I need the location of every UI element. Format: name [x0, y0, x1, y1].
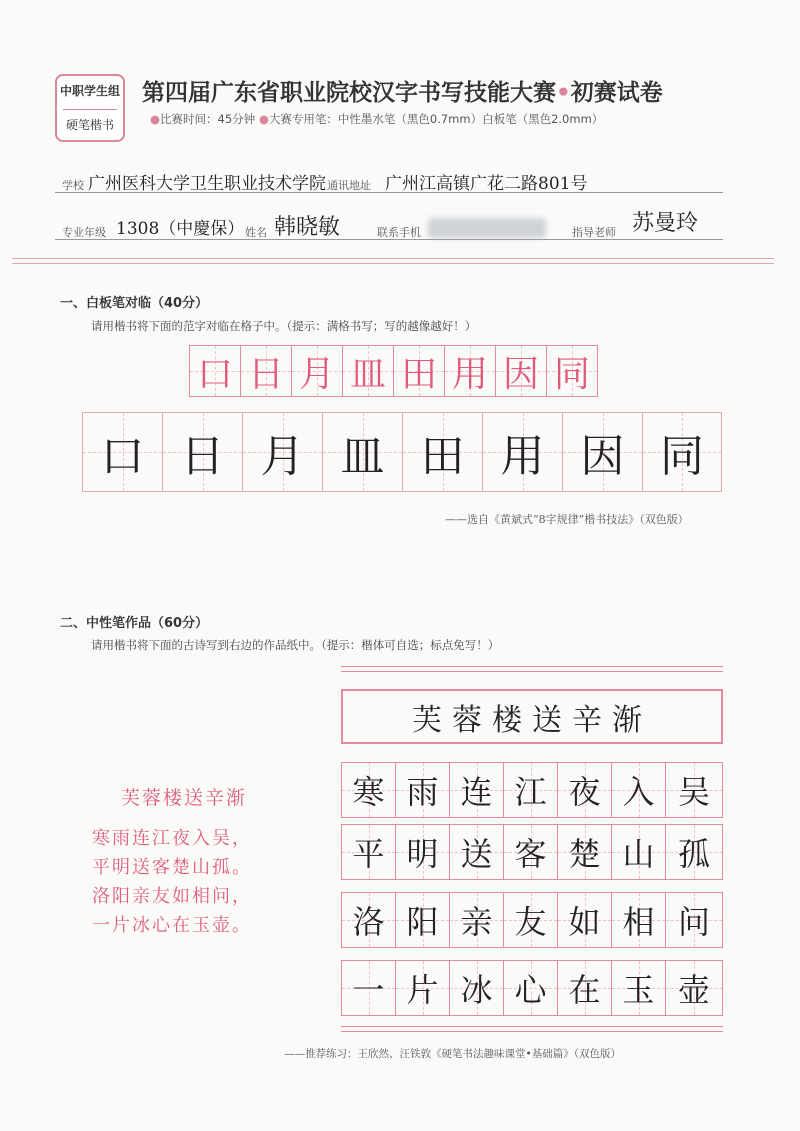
- model-char-cell: 同: [546, 345, 598, 397]
- written-char-cell: 田: [402, 412, 483, 492]
- work-top-border: [341, 671, 723, 672]
- work-char-cell: 玉: [611, 960, 666, 1016]
- section1-instruction: 请用楷书将下面的范字对临在格子中。（提示：满格书写；写的越像越好！）: [91, 319, 477, 333]
- school-label: 学校: [62, 179, 84, 192]
- title-tail: 初赛试卷: [570, 80, 663, 106]
- written-char-row: [82, 412, 722, 492]
- address-value: 广州江高镇广花二路801号: [385, 174, 588, 194]
- title-dot: •: [556, 80, 571, 106]
- work-char-cell: 平: [341, 824, 396, 880]
- poem-line: 平明送客楚山孤。: [92, 857, 252, 878]
- time-info: 比赛时间：45分钟: [160, 112, 256, 126]
- model-char-cell: 口: [189, 345, 241, 397]
- poem-line: 洛阳亲友如相问，: [92, 886, 252, 907]
- written-char-cell: 用: [482, 412, 563, 492]
- written-char-cell: 月: [242, 412, 323, 492]
- work-char-cell: 心: [503, 960, 558, 1016]
- poem-title: 芙蓉楼送辛渐: [121, 787, 248, 809]
- phone-label: 联系手机: [377, 226, 421, 239]
- work-char-cell: 片: [395, 960, 450, 1016]
- written-char-cell: 口: [82, 412, 163, 492]
- work-char-cell: 壶: [665, 960, 723, 1016]
- form-underline: [55, 192, 723, 193]
- work-bottom-border: [341, 1031, 723, 1032]
- phone-redacted: [428, 218, 546, 238]
- section1-heading: 一、白板笔对临（40分）: [60, 296, 209, 311]
- poem-line: 一片冰心在玉壶。: [92, 915, 252, 936]
- work-char-cell: 山: [611, 824, 666, 880]
- bullet-icon: ●: [150, 112, 161, 126]
- work-char-cell: 洛: [341, 892, 396, 948]
- work-char-cell: 在: [557, 960, 612, 1016]
- category-badge: [55, 74, 125, 142]
- work-char-cell: 明: [395, 824, 450, 880]
- work-char-cell: 友: [503, 892, 558, 948]
- major-label: 专业年级: [62, 226, 106, 239]
- work-char-cell: 亲: [449, 892, 504, 948]
- work-char-cell: 相: [611, 892, 666, 948]
- divider-line: [12, 263, 774, 264]
- model-char-cell: 月: [291, 345, 343, 397]
- work-char-cell: 阳: [395, 892, 450, 948]
- badge-group-label: 中职学生组: [59, 84, 120, 98]
- work-char-cell: 入: [611, 762, 666, 818]
- page-title: [142, 74, 663, 107]
- major-value: 1308（中慶保）: [116, 219, 245, 239]
- model-char-cell: 用: [444, 345, 496, 397]
- written-char-cell: 日: [162, 412, 243, 492]
- section2-instruction: 请用楷书将下面的古诗写到右边的作品纸中。（提示：楷体可自选；标点免写！）: [91, 638, 500, 652]
- work-char-cell: 雨: [395, 762, 450, 818]
- pen-info: 大赛专用笔：中性墨水笔（黑色0.7mm）白板笔（黑色2.0mm）: [268, 112, 604, 126]
- name-label: 姓名: [245, 226, 267, 239]
- written-char-cell: 皿: [322, 412, 403, 492]
- recommend-note: ——推荐练习：王欣然、汪铁敦《硬笔书法趣味课堂•基础篇》（双色版）: [284, 1048, 621, 1060]
- work-bottom-border: [341, 1026, 723, 1027]
- work-char-cell: 孤: [665, 824, 723, 880]
- badge-style-label: 硬笔楷书: [65, 118, 114, 132]
- work-char-cell: 一: [341, 960, 396, 1016]
- teacher-value: 苏曼玲: [632, 211, 699, 236]
- teacher-label: 指导老师: [572, 226, 616, 239]
- work-char-cell: 夜: [557, 762, 612, 818]
- title-main: 第四届广东省职业院校汉字书写技能大赛: [142, 80, 556, 106]
- divider-line: [12, 258, 774, 259]
- written-char-cell: 因: [562, 412, 643, 492]
- work-char-cell: 楚: [557, 824, 612, 880]
- poem-line: 寒雨连江夜入吴，: [92, 828, 252, 849]
- work-char-cell: 寒: [341, 762, 396, 818]
- work-char-cell: 吴: [665, 762, 723, 818]
- work-char-cell: 问: [665, 892, 723, 948]
- form-underline: [55, 239, 723, 240]
- work-char-cell: 送: [449, 824, 504, 880]
- work-char-cell: 江: [503, 762, 558, 818]
- badge-divider: [63, 109, 117, 110]
- bullet-icon: ●: [258, 112, 269, 126]
- address-label: 通讯地址: [327, 179, 371, 192]
- model-char-cell: 皿: [342, 345, 394, 397]
- work-title-box: [341, 689, 723, 744]
- work-title: 芙蓉楼送辛渐: [412, 702, 652, 738]
- model-char-row: [189, 345, 595, 397]
- contest-info: [150, 111, 603, 127]
- work-grid: [341, 762, 723, 1017]
- section1-source: ——选自《黄斌式“8字规律”楷书技法》（双色版）: [445, 513, 689, 526]
- model-char-cell: 田: [393, 345, 445, 397]
- written-char-cell: 同: [642, 412, 722, 492]
- model-char-cell: 日: [240, 345, 292, 397]
- work-char-cell: 冰: [449, 960, 504, 1016]
- model-char-cell: 因: [495, 345, 547, 397]
- school-value: 广州医科大学卫生职业技术学院: [88, 174, 326, 194]
- work-char-cell: 客: [503, 824, 558, 880]
- work-char-cell: 连: [449, 762, 504, 818]
- work-top-border: [341, 666, 723, 667]
- section2-heading: 二、中性笔作品（60分）: [60, 616, 209, 631]
- name-value: 韩晓敏: [274, 215, 341, 240]
- work-char-cell: 如: [557, 892, 612, 948]
